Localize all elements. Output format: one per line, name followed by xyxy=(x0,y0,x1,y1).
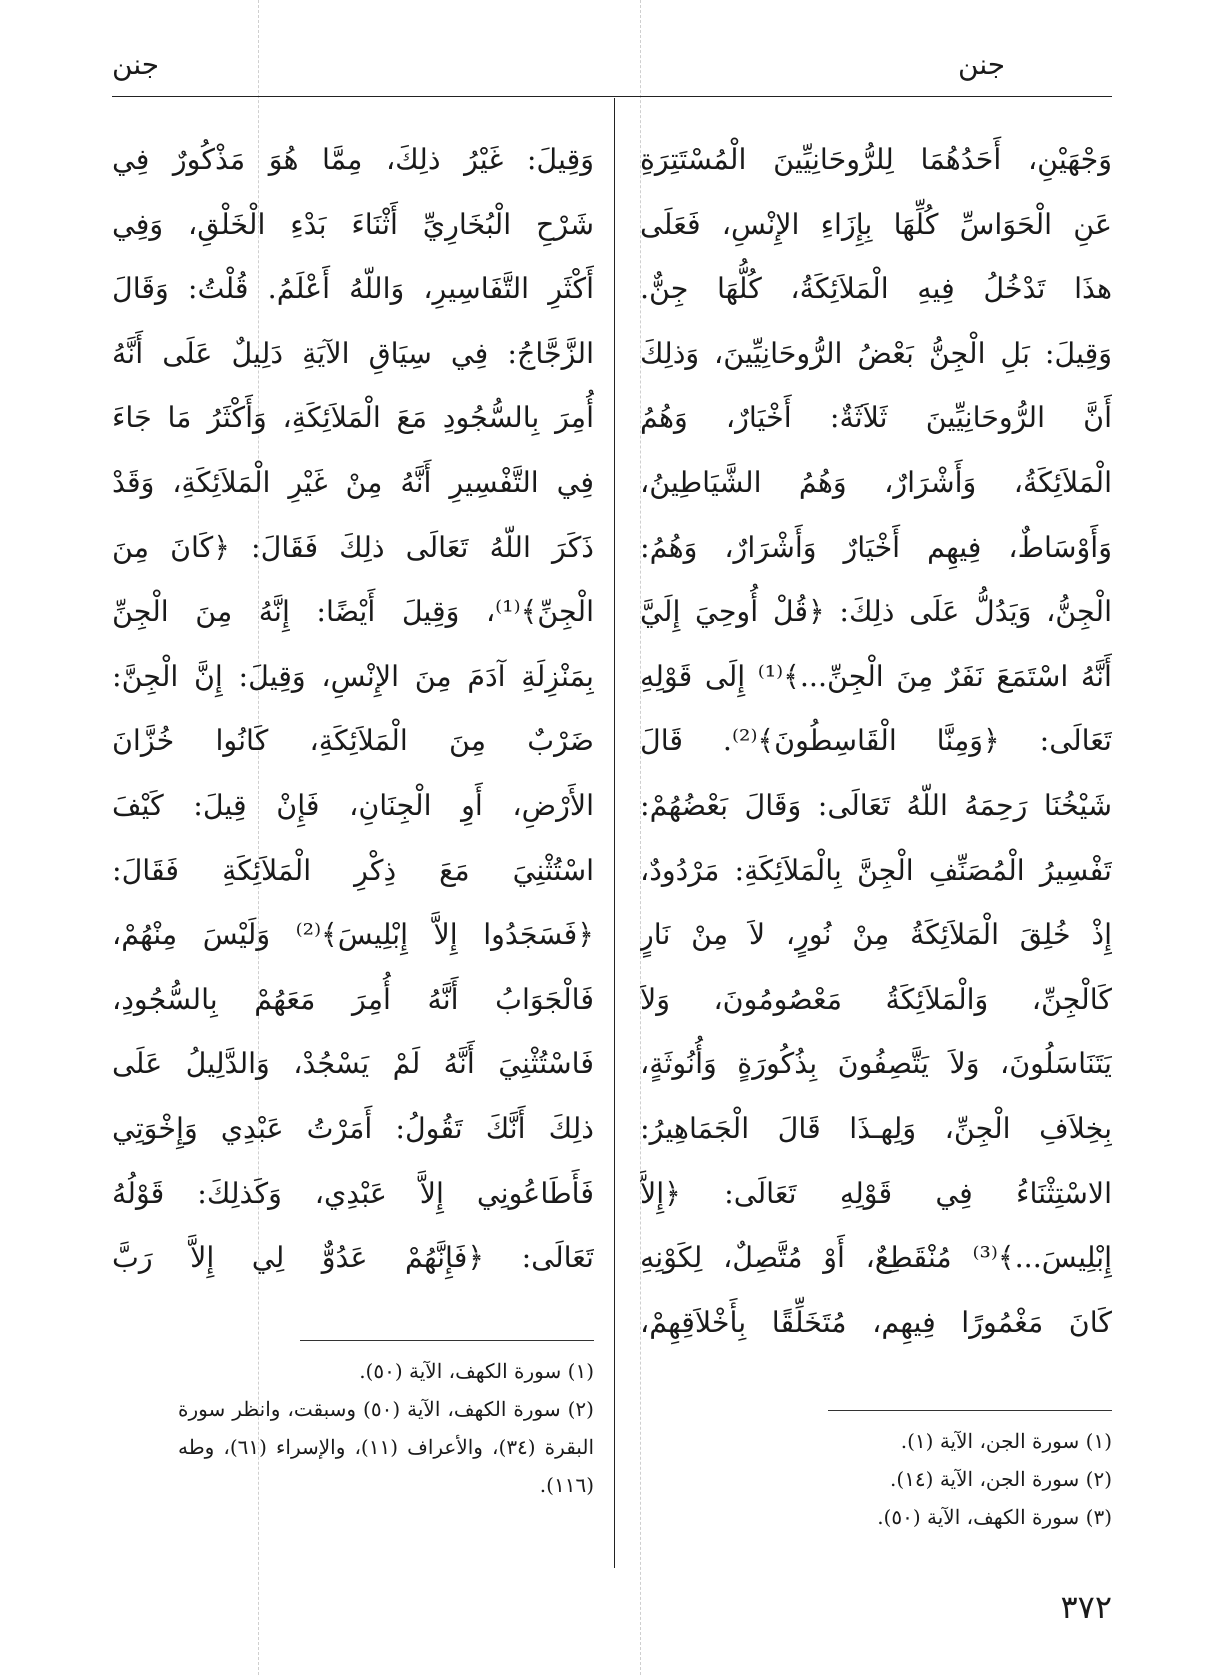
text-line: الأَرْضِ، أَوِ الْجِنَانِ، فَإِنْ قِيلَ: كَيْفَ xyxy=(112,788,594,822)
text-line: أَكْثَرِ التَّفَاسِيرِ، وَاللّهُ أَعْلَمُ. قُلْتُ: وَقَالَ xyxy=(112,272,594,306)
text-line: شَيْخُنَا رَحِمَهُ اللّهُ تَعَالَى: وَقَالَ بَعْضُهُمْ: xyxy=(640,788,1112,822)
footnotes-right xyxy=(800,1422,1112,1536)
text-line: تَعَالَى: ﴿وَمِنَّا الْقَاسِطُونَ﴾⁽²⁾. قَالَ xyxy=(640,724,1112,758)
text-line: شَرْحِ الْبُخَارِيِّ أَثْنَاءَ بَدْءِ الْخَلْقِ، وَفِي xyxy=(112,207,594,241)
text-line: هذَا تَدْخُلُ فِيهِ الْمَلاَئِكَةُ، كُلُّهَا جِنٌّ. xyxy=(640,272,1112,306)
text-line: يَتَنَاسَلُونَ، وَلاَ يَتَّصِفُونَ بِذُكُورَةٍ وَأُنُوثَةٍ، xyxy=(640,1047,1112,1081)
text-line: الْجِنُّ، وَيَدُلُّ عَلَى ذلِكَ: ﴿قُلْ أُوحِيَ إِلَيَّ xyxy=(640,595,1112,629)
text-line: كَالْجِنِّ، وَالْمَلاَئِكَةُ مَعْصُومُونَ، وَلاَ xyxy=(640,982,1112,1016)
text-line: تَفْسِيرُ الْمُصَنِّفِ الْجِنَّ بِالْمَلاَئِكَةِ: مَرْدُودٌ، xyxy=(640,853,1112,887)
text-line: فَاسْتُثْنِيَ أَنَّهُ لَمْ يَسْجُدْ، وَالدَّلِيلُ عَلَى xyxy=(112,1047,594,1081)
footnote: (١) سورة الجن، الآية (١). xyxy=(900,1429,1112,1453)
text-line: إِذْ خُلِقَ الْمَلاَئِكَةُ مِنْ نُورٍ، لاَ مِنْ نَارٍ xyxy=(640,918,1112,952)
text-line: الاسْتِثْنَاءُ فِي قَوْلِهِ تَعَالَى: ﴿إِلاَّ xyxy=(640,1176,1112,1210)
text-line: إِبْلِيسَ...﴾⁽³⁾ مُنْقَطِعٌ، أَوْ مُتَّصِلٌ، لِكَوْنِهِ xyxy=(640,1241,1112,1275)
text-line: الْمَلاَئِكَةُ، وَأَشْرَارٌ، وَهُمُ الشَّيَاطِينُ، xyxy=(640,465,1112,499)
text-line: تَعَالَى: ﴿فَإِنَّهُمْ عَدُوٌّ لِي إِلاَّ رَبَّ xyxy=(112,1241,594,1275)
text-line: ذلِكَ أَنَّكَ تَقُولُ: أَمَرْتُ عَبْدِي وَإِخْوَتِي xyxy=(112,1111,594,1145)
text-line: أُمِرَ بِالسُّجُودِ مَعَ الْمَلاَئِكَةِ، وَأَكْثَرُ مَا جَاءَ xyxy=(112,401,594,435)
text-line: عَنِ الْحَوَاسِّ كُلِّهَا بِإِزَاءِ الإِنْسِ، فَعَلَى xyxy=(640,207,1112,241)
page-number: ٣٧٢ xyxy=(1060,1588,1112,1626)
running-header-right: جنن xyxy=(958,48,1006,81)
text-line: وَقِيلَ: بَلِ الْجِنُّ بَعْضُ الرُّوحَانِيِّينَ، وَذلِكَ xyxy=(640,336,1112,370)
text-line: الْجِنِّ﴾⁽¹⁾، وَقِيلَ أَيْضًا: إِنَّهُ مِنَ الْجِنِّ xyxy=(112,595,594,629)
footnotes-left xyxy=(178,1352,594,1504)
text-line: بِخِلاَفِ الْجِنِّ، وَلِهـذَا قَالَ الْجَمَاهِيرُ: xyxy=(640,1111,1112,1145)
text-line: وَأَوْسَاطٌ، فِيهِم أَخْيَارٌ وَأَشْرَارٌ، وَهُمُ: xyxy=(640,530,1112,564)
left-column xyxy=(112,128,594,1291)
footnote: البقرة (٣٤)، والأعراف (١١)، والإسراء (٦١)، وطه xyxy=(178,1435,594,1459)
text-line: ضَرْبٌ مِنَ الْمَلاَئِكَةِ، كَانُوا خُزَّانَ xyxy=(112,724,594,758)
text-line: ﴿فَسَجَدُوا إِلاَّ إِبْلِيسَ﴾⁽²⁾ وَلَيْسَ مِنْهُمْ، xyxy=(112,918,594,952)
text-line: فَأَطَاعُونِي إِلاَّ عَبْدِي، وَكَذلِكَ: قَوْلُهُ xyxy=(112,1176,594,1210)
header-rule xyxy=(112,96,1112,97)
footnote: (١١٦). xyxy=(539,1473,594,1497)
footnote: (١) سورة الكهف، الآية (٥٠). xyxy=(359,1359,594,1383)
footnote-rule-right xyxy=(828,1410,1112,1411)
footnote: (٣) سورة الكهف، الآية (٥٠). xyxy=(877,1505,1112,1529)
text-line: فَالْجَوَابُ أَنَّهُ أُمِرَ مَعَهُمْ بِالسُّجُودِ، xyxy=(112,982,594,1016)
running-header-left: جنن xyxy=(112,48,160,81)
footnote: (٢) سورة الجن، الآية (١٤). xyxy=(890,1467,1112,1491)
text-line: ذَكَرَ اللّهُ تَعَالَى ذلِكَ فَقَالَ: ﴿كَانَ مِنَ xyxy=(112,530,594,564)
footnote: (٢) سورة الكهف، الآية (٥٠) وسبقت، وانظر سورة xyxy=(178,1397,594,1421)
text-line: وَجْهَيْنِ، أَحَدُهُمَا لِلرُّوحَانِيِّينَ الْمُسْتَتِرَةِ xyxy=(640,143,1112,176)
text-line: فِي التَّفْسِيرِ أَنَّهُ مِنْ غَيْرِ الْمَلاَئِكَةِ، وَقَدْ xyxy=(112,465,594,499)
text-line: كَانَ مَغْمُورًا فِيهِم، مُتَخَلِّقًا بِأَخْلاَقِهِمْ، xyxy=(640,1305,1112,1339)
text-line: أَنَّ الرُّوحَانِيِّينَ ثَلاَثَةٌ: أَخْيَارٌ، وَهُمُ xyxy=(640,401,1112,435)
right-column xyxy=(640,128,1112,1355)
text-line: اسْتُثْنِيَ مَعَ ذِكْرِ الْمَلاَئِكَةِ فَقَالَ: xyxy=(112,853,594,887)
text-line: بِمَنْزِلَةِ آدَمَ مِنَ الإِنْسِ، وَقِيلَ: إِنَّ الْجِنَّ: xyxy=(112,659,594,693)
text-line: الزَّجَّاجُ: فِي سِيَاقِ الآيَةِ دَلِيلٌ عَلَى أَنَّهُ xyxy=(112,336,594,370)
text-line: وَقِيلَ: غَيْرُ ذلِكَ، مِمَّا هُوَ مَذْكُورٌ فِي xyxy=(112,143,594,176)
text-line: أَنَّهُ اسْتَمَعَ نَفَرٌ مِنَ الْجِنِّ...﴾⁽¹⁾ إِلَى قَوْلِهِ xyxy=(640,659,1112,693)
footnote-rule-left xyxy=(300,1340,594,1341)
column-divider xyxy=(614,98,615,1568)
